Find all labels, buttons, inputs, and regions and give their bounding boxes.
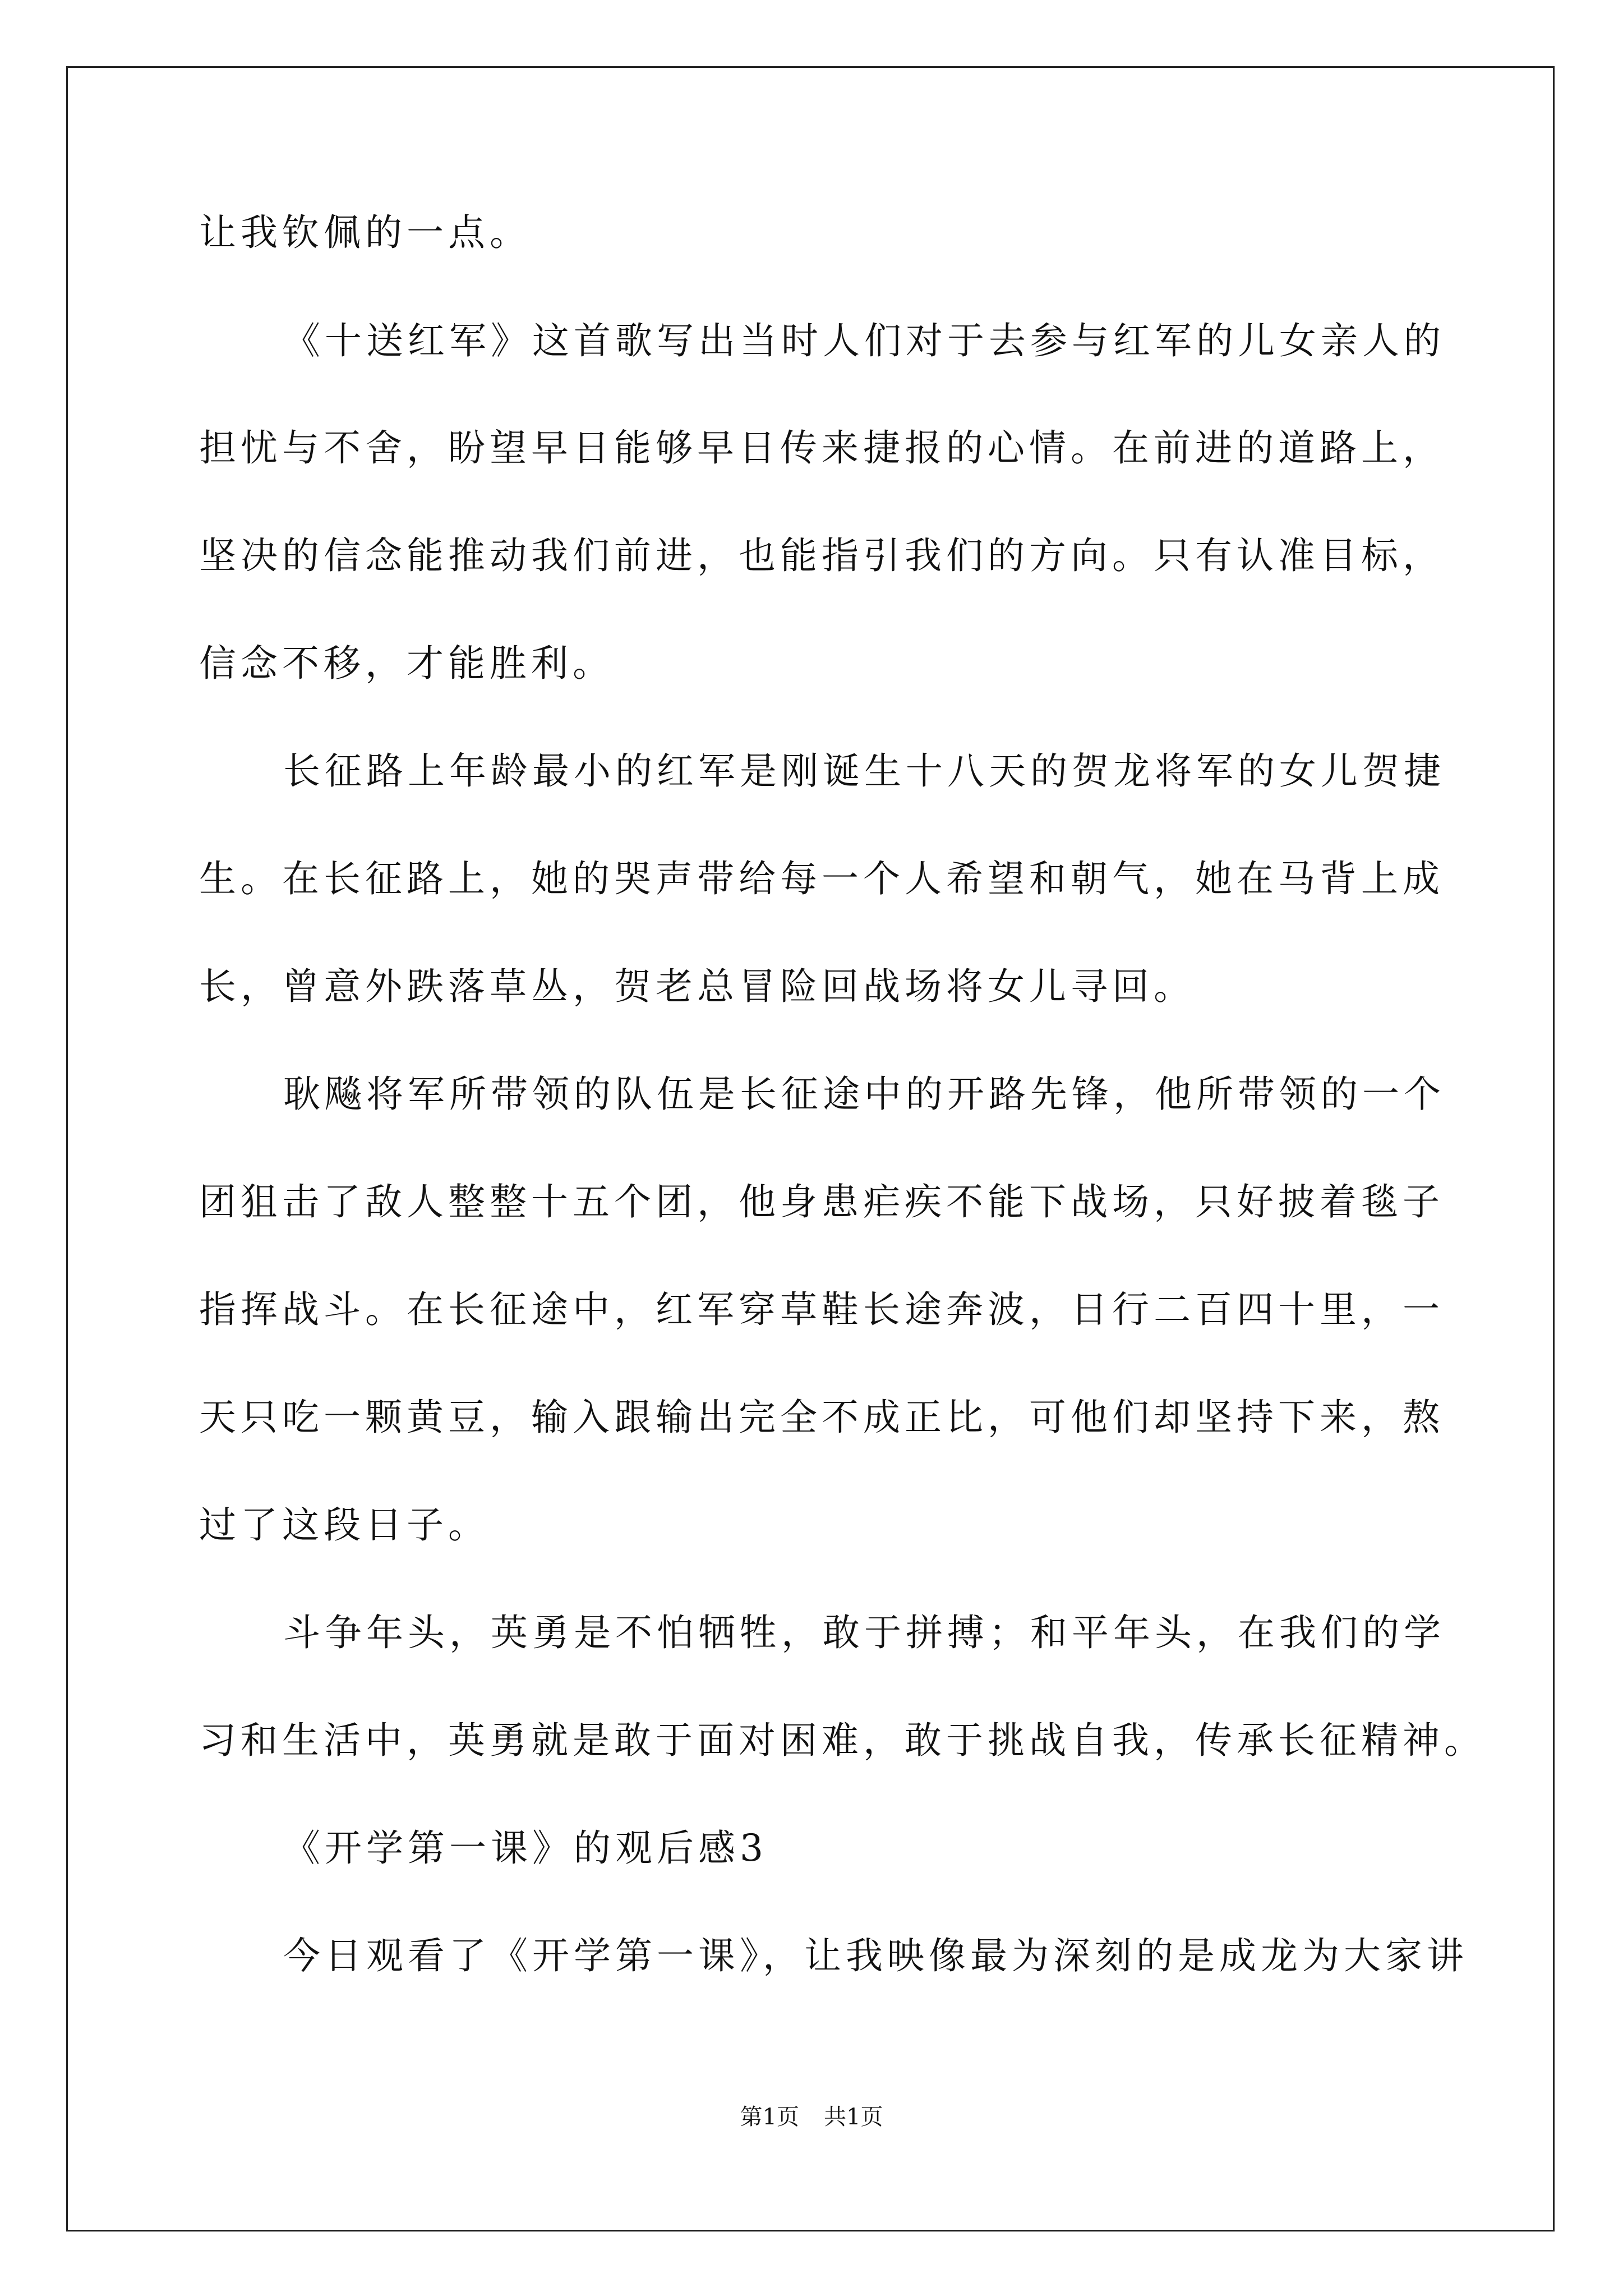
text-line: 让我钦佩的一点。 [199, 211, 531, 254]
text-line: 团狙击了敌人整整十五个团，他身患疟疾不能下战场，只好披着毯子 [199, 1180, 1444, 1223]
text-line: 习和生活中，英勇就是敢于面对困难，敢于挑战自我，传承长征精神。 [199, 1719, 1486, 1762]
page-total: 共1页 [824, 2104, 883, 2130]
text-line: 天只吃一颗黄豆，输入跟输出完全不成正比，可他们却坚持下来，熬 [199, 1396, 1444, 1439]
text-line: 生。在长征路上，她的哭声带给每一个人希望和朝气，她在马背上成 [199, 857, 1444, 900]
page-border [66, 66, 1555, 2231]
paragraph-first-line: 耿飚将军所带领的队伍是长征途中的开路先锋，他所带领的一个 [283, 1073, 1445, 1116]
paragraph-first-line: 斗争年头，英勇是不怕牺牲，敢于拼搏；和平年头，在我们的学 [283, 1611, 1445, 1654]
paragraph-first-line: 《十送红军》这首歌写出当时人们对于去参与红军的儿女亲人的 [283, 319, 1445, 362]
paragraph-first-line: 今日观看了《开学第一课》，让我映像最为深刻的是成龙为大家讲 [283, 1934, 1468, 1977]
text-line: 担忧与不舍，盼望早日能够早日传来捷报的心情。在前进的道路上， [199, 426, 1444, 470]
paragraph-first-line: 长征路上年龄最小的红军是刚诞生十八天的贺龙将军的女儿贺捷 [283, 749, 1445, 793]
text-line: 长，曾意外跌落草丛，贺老总冒险回战场将女儿寻回。 [199, 965, 1195, 1008]
section-heading: 《开学第一课》的观后感3 [283, 1826, 768, 1870]
text-line: 指挥战斗。在长征途中，红军穿草鞋长途奔波，日行二百四十里，一 [199, 1288, 1444, 1331]
text-line: 坚决的信念能推动我们前进，也能指引我们的方向。只有认准目标， [199, 534, 1444, 577]
page-number: 第1页 [740, 2104, 799, 2130]
text-line: 信念不移，才能胜利。 [199, 642, 614, 685]
text-line: 过了这段日子。 [199, 1503, 490, 1547]
page-footer [0, 2099, 1623, 2131]
